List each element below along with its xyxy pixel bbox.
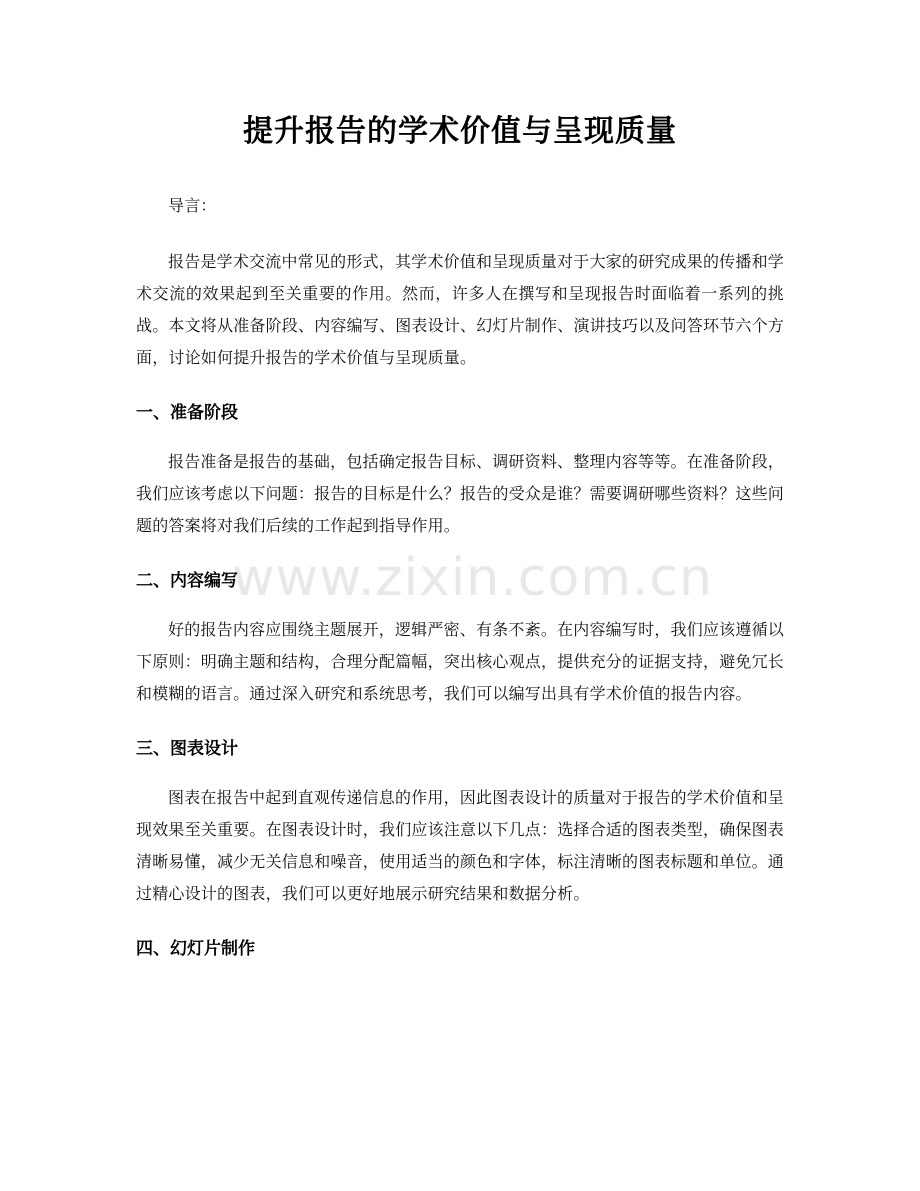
section-heading-chart-design: 三、图表设计: [136, 739, 238, 759]
intro-paragraph: 报告是学术交流中常见的形式，其学术价值和呈现质量对于大家的研究成果的传播和学术交流的效果起到至关重要的作用。然而，许多人在撰写和呈现报告时面临着一系列的挑战。本文将从准备阶段、内容编写、图表设计、幻灯片制作、演讲技巧以及问答环节六个方面，讨论如何提升报告的学术价值与呈现质量。: [136, 252, 785, 367]
section-heading-preparation: 一、准备阶段: [136, 403, 238, 423]
section-heading-slide-making: 四、幻灯片制作: [136, 939, 255, 959]
section-heading-content-writing: 二、内容编写: [136, 571, 238, 591]
section-paragraph-content-writing: 好的报告内容应围绕主题展开，逻辑严密、有条不紊。在内容编写时，我们应该遵循以下原则：明确主题和结构，合理分配篇幅，突出核心观点，提供充分的证据支持，避免冗长和模糊的语言。通过深入研究和系统思考，我们可以编写出具有学术价值的报告内容。: [136, 620, 785, 703]
intro-label: 导言：: [168, 196, 217, 215]
document-title: 提升报告的学术价值与呈现质量: [243, 114, 677, 149]
watermark: www.zixin.com.cn: [232, 548, 713, 608]
section-paragraph-chart-design: 图表在报告中起到直观传递信息的作用，因此图表设计的质量对于报告的学术价值和呈现效果至关重要。在图表设计时，我们应该注意以下几点：选择合适的图表类型，确保图表清晰易懂，减少无关信息和噪音，使用适当的颜色和字体，标注清晰的图表标题和单位。通过精心设计的图表，我们可以更好地展示研究结果和数据分析。: [136, 788, 785, 903]
section-paragraph-preparation: 报告准备是报告的基础，包括确定报告目标、调研资料、整理内容等等。在准备阶段，我们应该考虑以下问题：报告的目标是什么？报告的受众是谁？需要调研哪些资料？这些问题的答案将对我们后续的工作起到指导作用。: [136, 452, 785, 535]
